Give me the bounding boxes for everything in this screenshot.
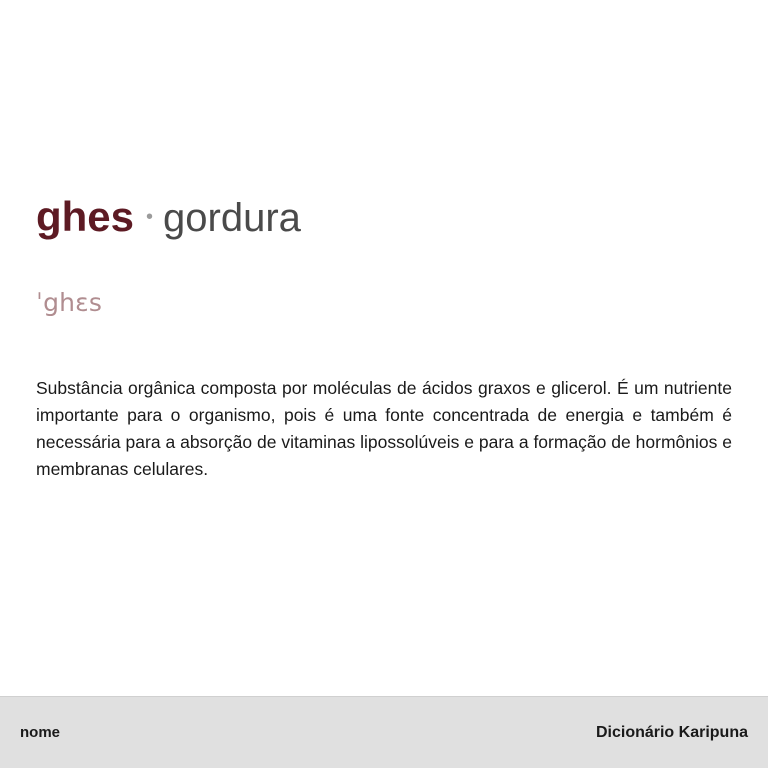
headword: ghes: [36, 193, 135, 240]
definition-text: Substância orgânica composta por moléculas de ácidos graxos e glicerol. É um nutriente importante para o organismo, pois é uma fonte concentrada de energia e também é necessária para a absorção de vitaminas lipossolúveis e para a formação de hormônios e membranas celulares.: [36, 378, 732, 480]
part-of-speech-label: nome: [20, 724, 61, 741]
pronunciation: ˈghɛs: [36, 288, 103, 317]
footer-bar: [0, 696, 768, 768]
headword-line: [36, 193, 732, 240]
dictionary-source-label: Dicionário Karipuna: [595, 723, 748, 741]
separator-dot: •: [146, 206, 154, 228]
translation: gordura: [163, 196, 301, 240]
